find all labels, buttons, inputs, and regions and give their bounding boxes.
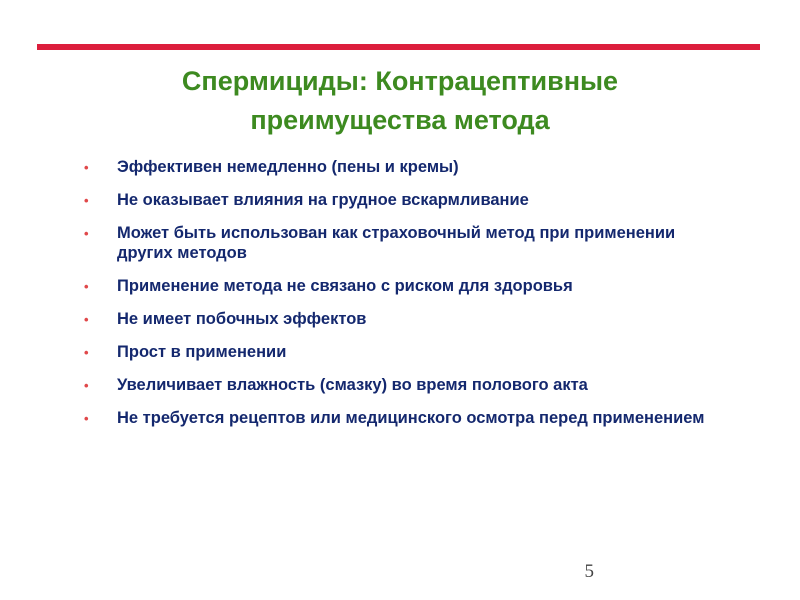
top-accent-rule xyxy=(37,44,760,50)
bullet-text: Применение метода не связано с риском для здоровья xyxy=(117,276,573,295)
bullet-item xyxy=(84,310,724,330)
bullet-dot-icon: • xyxy=(84,410,89,426)
bullet-text: Прост в применении xyxy=(117,342,287,361)
bullet-list xyxy=(84,158,724,442)
bullet-dot-icon: • xyxy=(84,193,89,208)
bullet-dot-icon: • xyxy=(84,226,89,241)
bullet-item xyxy=(84,343,724,363)
bullet-dot-icon: • xyxy=(84,344,89,360)
bullet-dot-icon: • xyxy=(84,311,89,327)
bullet-item xyxy=(84,224,724,263)
bullet-text: Увеличивает влажность (смазку) во время полового акта xyxy=(117,375,588,394)
bullet-item xyxy=(84,409,724,429)
bullet-text: Эффективен немедленно (пены и кремы) xyxy=(117,158,459,176)
slide-title xyxy=(60,62,740,140)
bullet-item xyxy=(84,158,724,178)
bullet-text: Может быть использован как страховочный метод при применении других методов xyxy=(117,224,676,262)
bullet-dot-icon: • xyxy=(84,377,89,393)
bullet-text: Не требуется рецептов или медицинского осмотра перед применением xyxy=(117,408,705,427)
bullet-text: Не оказывает влияния на грудное вскармливание xyxy=(117,191,529,209)
bullet-item xyxy=(84,376,724,396)
bullet-item xyxy=(84,277,724,297)
bullet-dot-icon: • xyxy=(84,160,89,175)
page-number: 5 xyxy=(584,561,594,582)
title-line-1: Спермициды: Контрацептивные xyxy=(181,66,619,96)
title-line-2: преимущества метода xyxy=(250,105,550,135)
bullet-dot-icon: • xyxy=(84,278,89,294)
bullet-item xyxy=(84,191,724,211)
bullet-text: Не имеет побочных эффектов xyxy=(117,309,367,328)
